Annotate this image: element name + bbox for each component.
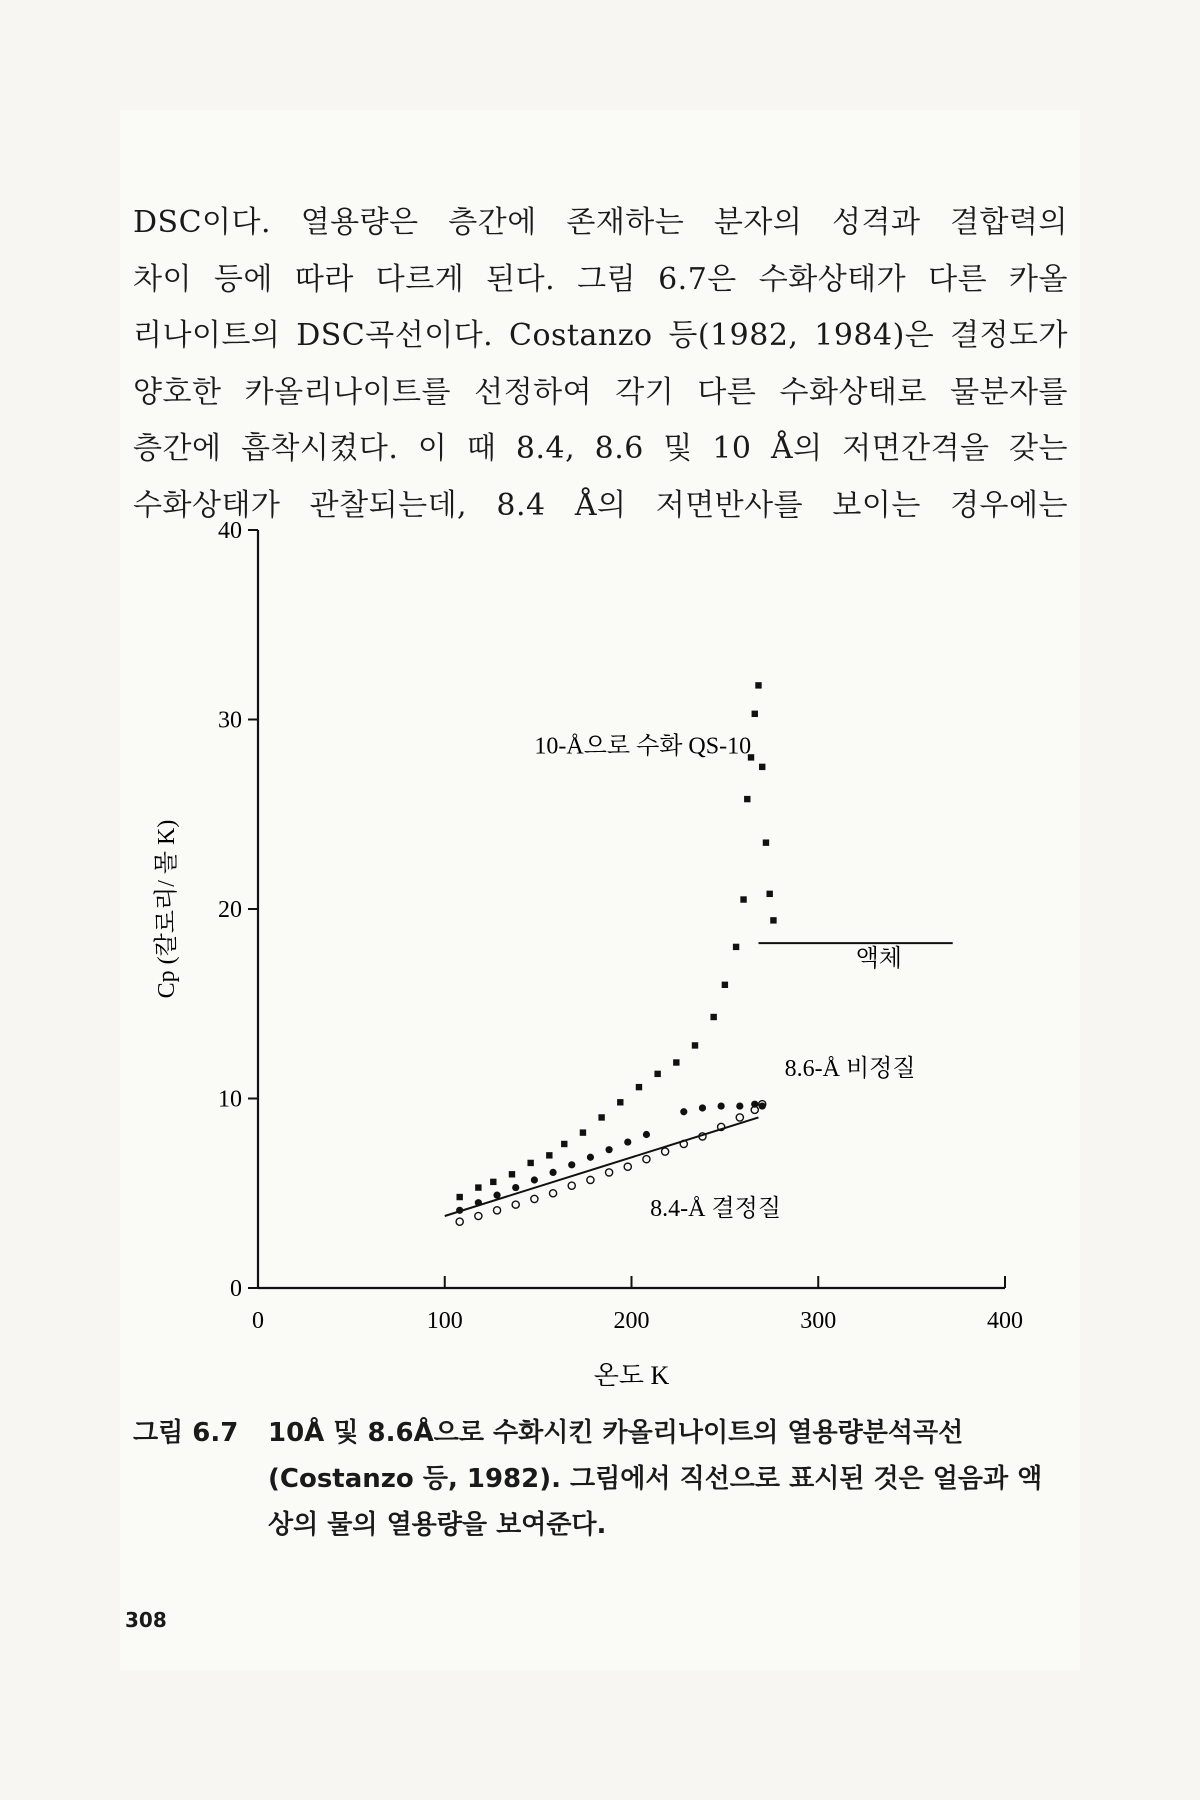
crystalline-data-point <box>587 1176 594 1183</box>
y-tick-label: 0 <box>230 1276 242 1302</box>
x-tick-label: 400 <box>987 1308 1023 1334</box>
qs10-data-point <box>475 1184 481 1190</box>
body-text-line: 층간에 흡착시켰다. 이 때 8.4, 8.6 및 10 Å의 저면간격을 갖는 <box>133 431 1068 466</box>
caption-line: 10Å 및 8.6Å으로 수화시킨 카올리나이트의 열용량분석곡선 <box>268 1418 964 1448</box>
crystalline-data-point <box>736 1114 743 1121</box>
qs10-data-point <box>456 1194 462 1200</box>
crystalline-data-point <box>624 1163 631 1170</box>
qs10-data-point <box>733 944 739 950</box>
figure-caption <box>133 1410 1063 1548</box>
qs10-data-point <box>561 1141 567 1147</box>
caption-label: 그림 6.7 <box>133 1418 239 1448</box>
crystalline-data-point <box>549 1190 556 1197</box>
amorphous-data-point <box>624 1138 631 1145</box>
amorphous-data-point <box>531 1176 538 1183</box>
y-axis-title: Cp (칼로리/ 몰 K) <box>154 819 180 999</box>
chart-annotation: 10-Å으로 수화 QS-10 <box>534 733 752 760</box>
chart-ticks <box>218 518 1023 1334</box>
chart-annotation: 8.6-Å 비정질 <box>784 1055 916 1082</box>
amorphous-data-point <box>456 1207 463 1214</box>
x-tick-label: 100 <box>426 1308 463 1334</box>
qs10-data-point <box>673 1059 679 1065</box>
qs10-data-point <box>766 891 772 897</box>
crystalline-data-point <box>662 1148 669 1155</box>
body-text-line: DSC이다. 열용량은 층간에 존재하는 분자의 성격과 결합력의 <box>133 205 1068 240</box>
y-tick-label: 40 <box>218 518 242 544</box>
x-tick-label: 300 <box>800 1308 837 1334</box>
qs10-data-point <box>770 917 776 923</box>
crystalline-data-point <box>493 1207 500 1214</box>
amorphous-data-point <box>680 1108 687 1115</box>
qs10-data-point <box>490 1179 496 1185</box>
qs10-data-point <box>755 682 761 688</box>
x-axis-title: 온도 K <box>593 1361 670 1390</box>
body-text-line: 양호한 카올리나이트를 선정하여 각기 다른 수화상태로 물분자를 <box>133 374 1068 410</box>
amorphous-data-point <box>605 1146 612 1153</box>
x-tick-label: 200 <box>613 1308 650 1334</box>
crystalline-data-point <box>531 1195 538 1202</box>
qs10-data-point <box>744 796 750 802</box>
body-text-line: 수화상태가 관찰되는데, 8.4 Å의 저면반사를 보이는 경우에는 <box>133 487 1068 523</box>
qs10-data-point <box>617 1099 623 1105</box>
chart-labels <box>153 733 916 1390</box>
qs10-data-point <box>527 1160 533 1166</box>
qs10-data-point <box>509 1171 515 1177</box>
amorphous-data-point <box>736 1102 743 1109</box>
qs10-data-point <box>636 1084 642 1090</box>
qs10-data-point <box>752 711 758 717</box>
qs10-data-point <box>763 839 769 845</box>
amorphous-data-point <box>587 1154 594 1161</box>
crystalline-data-point <box>475 1212 482 1219</box>
qs10-data-point <box>759 764 765 770</box>
crystalline-data-point <box>643 1156 650 1163</box>
amorphous-data-point <box>549 1169 556 1176</box>
chart-annotation: 액체 <box>855 945 902 972</box>
body-text-line: 차이 등에 따라 다르게 된다. 그림 6.7은 수화상태가 다른 카올 <box>133 261 1068 297</box>
amorphous-data-point <box>475 1199 482 1206</box>
amorphous-data-point <box>512 1184 519 1191</box>
chart-annotation: 8.4-Å 결정질 <box>650 1195 782 1222</box>
caption-line: 상의 물의 열용량을 보여준다. <box>268 1510 607 1540</box>
qs10-data-point <box>580 1129 586 1135</box>
amorphous-data-point <box>493 1192 500 1199</box>
body-text-line: 리나이트의 DSC곡선이다. Costanzo 등(1982, 1984)은 결정도가 <box>133 318 1068 353</box>
qs10-data-point <box>598 1114 604 1120</box>
amorphous-data-point <box>718 1102 725 1109</box>
y-tick-label: 20 <box>218 897 242 923</box>
page-number: 308 <box>125 1608 167 1632</box>
crystalline-data-point <box>605 1169 612 1176</box>
crystalline-data-point <box>568 1182 575 1189</box>
qs10-data-point <box>710 1014 716 1020</box>
amorphous-data-point <box>568 1161 575 1168</box>
qs10-data-point <box>546 1152 552 1158</box>
chart-axes <box>258 530 1005 1288</box>
qs10-data-point <box>740 896 746 902</box>
qs10-data-point <box>722 982 728 988</box>
amorphous-data-point <box>643 1131 650 1138</box>
y-tick-label: 30 <box>218 707 242 734</box>
qs10-data-point <box>654 1071 660 1077</box>
y-tick-label: 10 <box>218 1086 242 1113</box>
chart-marks <box>456 682 777 1225</box>
caption-line: (Costanzo 등, 1982). 그림에서 직선으로 표시된 것은 얼음과 액 <box>268 1464 1043 1494</box>
crystalline-data-point <box>456 1218 463 1225</box>
qs10-data-point <box>692 1042 698 1048</box>
crystalline-data-point <box>512 1201 519 1208</box>
x-tick-label: 0 <box>252 1308 264 1334</box>
amorphous-data-point <box>699 1104 706 1111</box>
